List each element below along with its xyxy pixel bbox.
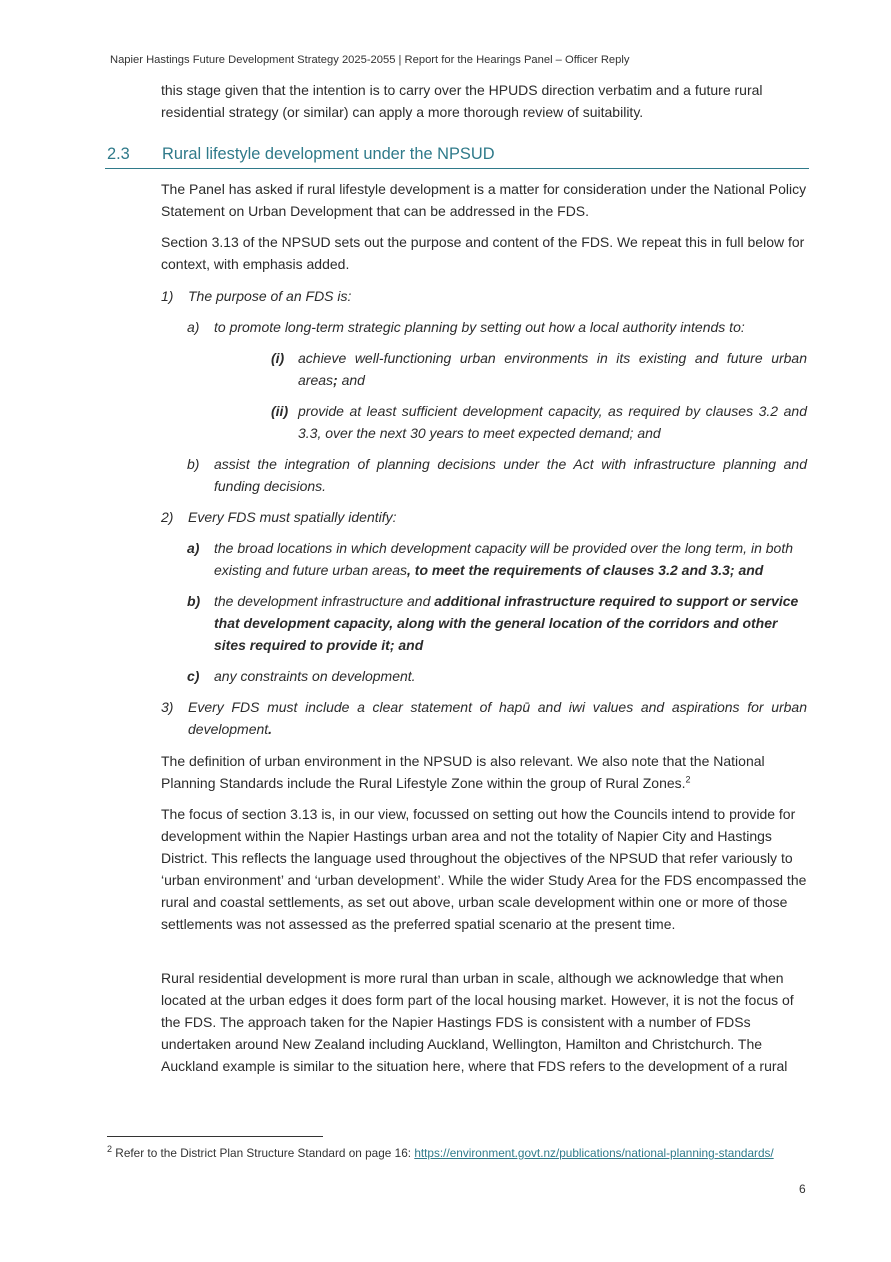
section-title: Rural lifestyle development under the NPSUD: [162, 145, 495, 163]
clause-1-text: The purpose of an FDS is:: [188, 288, 352, 304]
clause-2-label: 2): [161, 509, 174, 525]
clause-2c-text: any constraints on development.: [214, 668, 416, 684]
clause-2a-label: a): [187, 540, 200, 556]
clause-1: [161, 285, 807, 307]
clause-1-label: 1): [161, 288, 174, 304]
paragraph-panel-question: The Panel has asked if rural lifestyle development is a matter for consideration under the National Policy Statement on Urban Development that can be addressed in the FDS.: [161, 181, 807, 219]
clause-3-emphasis: .: [268, 721, 273, 737]
clause-1a-ii: [271, 400, 807, 444]
clause-1b-text: assist the integration of planning decisions under the Act with infrastructure planning and funding decisions.: [214, 456, 807, 494]
clause-2c: [187, 665, 807, 687]
clause-2a-body: the broad locations in which development capacity will be provided over the long term, in both existing and future urban areas: [214, 540, 793, 578]
footnote: [107, 1145, 807, 1161]
clause-1a-i-text: [298, 347, 807, 391]
clause-2a-emphasis: , to meet the requirements of clauses 3.2 and 3.3; and: [407, 562, 764, 578]
clause-2b-text: [214, 590, 807, 656]
clause-3-text: [188, 696, 807, 740]
clause-2b-emphasis: additional infrastructure required to support or service that development capacity, along with the general location of the corridors and other sites required to provide it; and: [214, 593, 799, 653]
clause-1a-i-emphasis: ;: [333, 372, 338, 388]
footnote-marker: 2: [107, 1144, 113, 1155]
clause-1a-label: a): [187, 319, 200, 335]
section-heading: [105, 143, 809, 169]
running-header: Napier Hastings Future Development Strategy 2025-2055 | Report for the Hearings Panel – Officer Reply: [110, 54, 630, 66]
clause-2b-body: the development infrastructure and: [214, 593, 435, 609]
clause-2b: [187, 590, 807, 656]
clause-1b-label: b): [187, 456, 200, 472]
clause-3-label: 3): [161, 699, 174, 715]
paragraph-urban-environment-text: The definition of urban environment in the NPSUD is also relevant. We also note that the National Planning Standards include the Rural Lifestyle Zone within the group of Rural Zones.: [161, 753, 765, 791]
page-number: 6: [799, 1182, 806, 1196]
section-number: 2.3: [107, 145, 130, 163]
clause-2-text: Every FDS must spatially identify:: [188, 509, 397, 525]
paragraph-focus-section-313: The focus of section 3.13 is, in our view, focussed on setting out how the Councils intend to provide for development within the Napier Hastings urban area and not the totality of Napier City and Hastings District. This reflects the language used throughout the objectives of the NPSUD that refer variously to ‘urban environment’ and ‘urban development’. While the wider Study Area for the FDS encompassed the rural and coastal settlements, as set out above, urban scale development within one or more of those settlements was not assessed as the preferred spatial scenario at the present time.: [161, 806, 807, 932]
footnote-divider: [107, 1136, 323, 1137]
clause-2: [161, 506, 807, 528]
clause-2c-label: c): [187, 668, 200, 684]
clause-1b: [187, 453, 807, 497]
paragraph-urban-environment: [161, 750, 807, 794]
clause-1a-i: [271, 347, 807, 391]
intro-paragraph: this stage given that the intention is to carry over the HPUDS direction verbatim and a future rural residential strategy (or similar) can apply a more thorough review of suitability.: [161, 82, 763, 120]
clause-2b-label: b): [187, 593, 201, 609]
clause-1a-ii-label: (ii): [271, 403, 289, 419]
clause-1a: [187, 316, 807, 338]
footnote-text: Refer to the District Plan Structure Standard on page 16:: [112, 1146, 415, 1160]
clause-1a-i-tail: and: [337, 372, 365, 388]
clause-2a: [187, 537, 807, 581]
clause-2a-text: [214, 537, 807, 581]
footnote-ref[interactable]: 2: [685, 774, 691, 785]
paragraph-section-313: Section 3.13 of the NPSUD sets out the purpose and content of the FDS. We repeat this in full below for context, with emphasis added.: [161, 234, 805, 272]
clause-1a-i-body: achieve well-functioning urban environments in its existing and future urban areas: [298, 350, 807, 388]
footnote-link[interactable]: https://environment.govt.nz/publications/national-planning-standards/: [414, 1146, 774, 1160]
clause-1a-text: to promote long-term strategic planning by setting out how a local authority intends to:: [214, 319, 745, 335]
clause-3: [161, 696, 807, 740]
clause-3-body: Every FDS must include a clear statement of hapū and iwi values and aspirations for urban development: [188, 699, 807, 737]
clause-1a-ii-text: provide at least sufficient development capacity, as required by clauses 3.2 and 3.3, over the next 30 years to meet expected demand; and: [298, 403, 807, 441]
clause-1a-i-label: (i): [271, 350, 285, 366]
paragraph-rural-residential: Rural residential development is more rural than urban in scale, although we acknowledge that when located at the urban edges it does form part of the local housing market. However, it is not the focus of the FDS. The approach taken for the Napier Hastings FDS is consistent with a number of FDSs undertaken around New Zealand including Auckland, Wellington, Hamilton and Christchurch. The Auckland example is similar to the situation here, where that FDS refers to the development of a rural: [161, 970, 794, 1074]
